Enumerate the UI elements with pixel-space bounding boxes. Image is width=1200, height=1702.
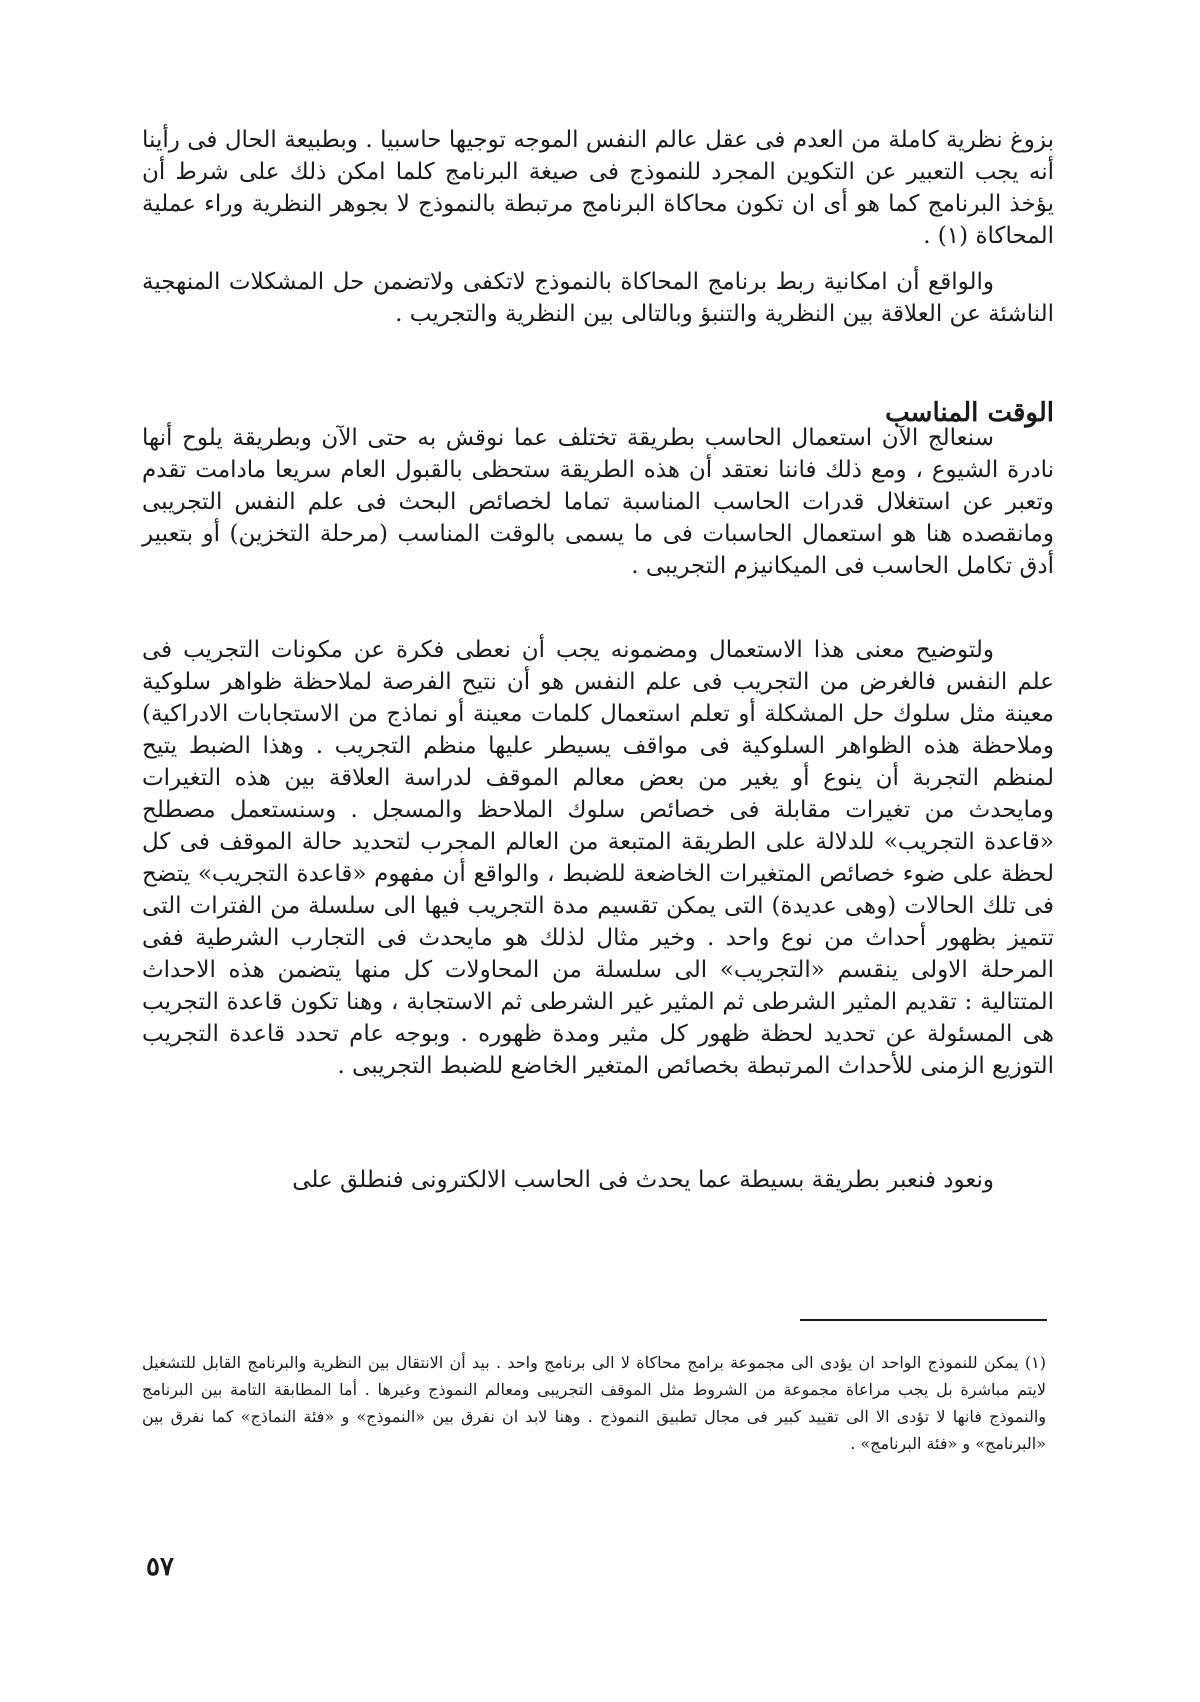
paragraph-continuation: بزوغ نظرية كاملة من العدم فى عقل عالم النفس الموجه توجيها حاسبيا . وبطبيعة الحال فى رأينا أنه يجب التعبير عن التكوين المجرد للنموذج فى صيغة البرنامج كلما امكن ذلك على شرط أن يؤخذ البرنامج كما هو أى ان تكون محاكاة البرنامج مرتبطة بالنموذج لا بجوهر النظرية وراء عملية المحاكاة (١) . [142, 127, 1054, 249]
section-heading: الوقت المناسب [885, 398, 1054, 428]
paragraph-realtime: سنعالج الآن استعمال الحاسب بطريقة تختلف عما نوقش به حتى الآن وبطريقة يلوح أنها نادرة الشيوع ، ومع ذلك فاننا نعتقد أن هذه الطريقة ستحظى بالقبول العام سريعا مادامت تقدم وتعبر عن استغلال قدرات الحاسب المناسبة تماما لخصائص البحث فى علم النفس التجريبى ومانقصده هنا هو استعمال الحاسبات فى ما يسمى بالوقت المناسب (مرحلة التخزين) أو بتعبير أدق تكامل الحاسب فى الميكانيزم التجريبى . [142, 425, 1054, 579]
footnote: (١) يمكن للنموذج الواحد ان يؤدى الى مجموعة برامج محاكاة لا الى برنامج واحد . بيد أن الانتقال بين النظرية والبرنامج القابل للتشغيل لايتم مباشرة بل يجب مراعاة مجموعة من الشروط مثل الموقف التجريبى ومعالم النموذج وغيرها . أما المطابقة التامة بين البرنامج والنموذج فانها لا تؤدى الا الى تقييد كبير فى مجال تطبيق النموذج . وهنا لابد ان نفرق بين «النموذج» و «فئة النماذج» كما نفرق بين «البرنامج» و «فئة البرنامج» . [142, 1353, 1046, 1453]
paragraph-methodology: والواقع أن امكانية ربط برنامج المحاكاة بالنموذج لاتكفى ولاتضمن حل المشكلات المنهجية الناشئة عن العلاقة بين النظرية والتنبؤ وبالتالى بين النظرية والتجريب . [142, 269, 1054, 327]
footnote-divider [800, 1319, 1047, 1321]
paragraph-computer: ونعود فنعبر بطريقة بسيطة عما يحدث فى الحاسب الالكترونى فنطلق على [292, 1167, 994, 1193]
page-number: ٥٧ [146, 1552, 174, 1582]
paragraph-experiment-components: ولتوضيح معنى هذا الاستعمال ومضمونه يجب أن نعطى فكرة عن مكونات التجريب فى علم النفس فالغرض من التجريب فى علم النفس هو أن نتيح الفرصة لملاحظة ظواهر سلوكية معينة مثل سلوك حل المشكلة أو تعلم استعمال كلمات معينة أو نماذج من الاستجابات الادراكية) وملاحظة هذه الظواهر السلوكية فى مواقف يسيطر عليها منظم التجريب . وهذا الضبط يتيح لمنظم التجربة أن ينوع أو يغير من بعض معالم الموقف لدراسة العلاقة بين هذه التغيرات ومايحدث من تغيرات مقابلة فى خصائص سلوك الملاحظ والمسجل . وسنستعمل مصطلح «قاعدة التجريب» للدلالة على الطريقة المتبعة من العالم المجرب لتحديد حالة الموقف فى كل لحظة على ضوء خصائص المتغيرات الخاضعة للضبط ، والواقع أن مفهوم «قاعدة التجريب» يتضح فى تلك الحالات (وهى عديدة) التى يمكن تقسيم مدة التجريب فيها الى سلسلة من الفترات التى تتميز بظهور أحداث من نوع واحد . وخير مثال لذلك هو مايحدث فى التجارب الشرطية ففى المرحلة الاولى ينقسم «التجريب» الى سلسلة من المحاولات كل منها يتضمن هذه الاحداث المتتالية : تقديم المثير الشرطى ثم المثير غير الشرطى ثم الاستجابة ، وهنا تكون قاعدة التجريب هى المسئولة عن تحديد لحظة ظهور كل مثير ومدة ظهوره . وبوجه عام تحدد قاعدة التجريب التوزيع الزمنى للأحداث المرتبطة بخصائص المتغير الخاضع للضبط التجريبى . [142, 637, 1054, 1079]
